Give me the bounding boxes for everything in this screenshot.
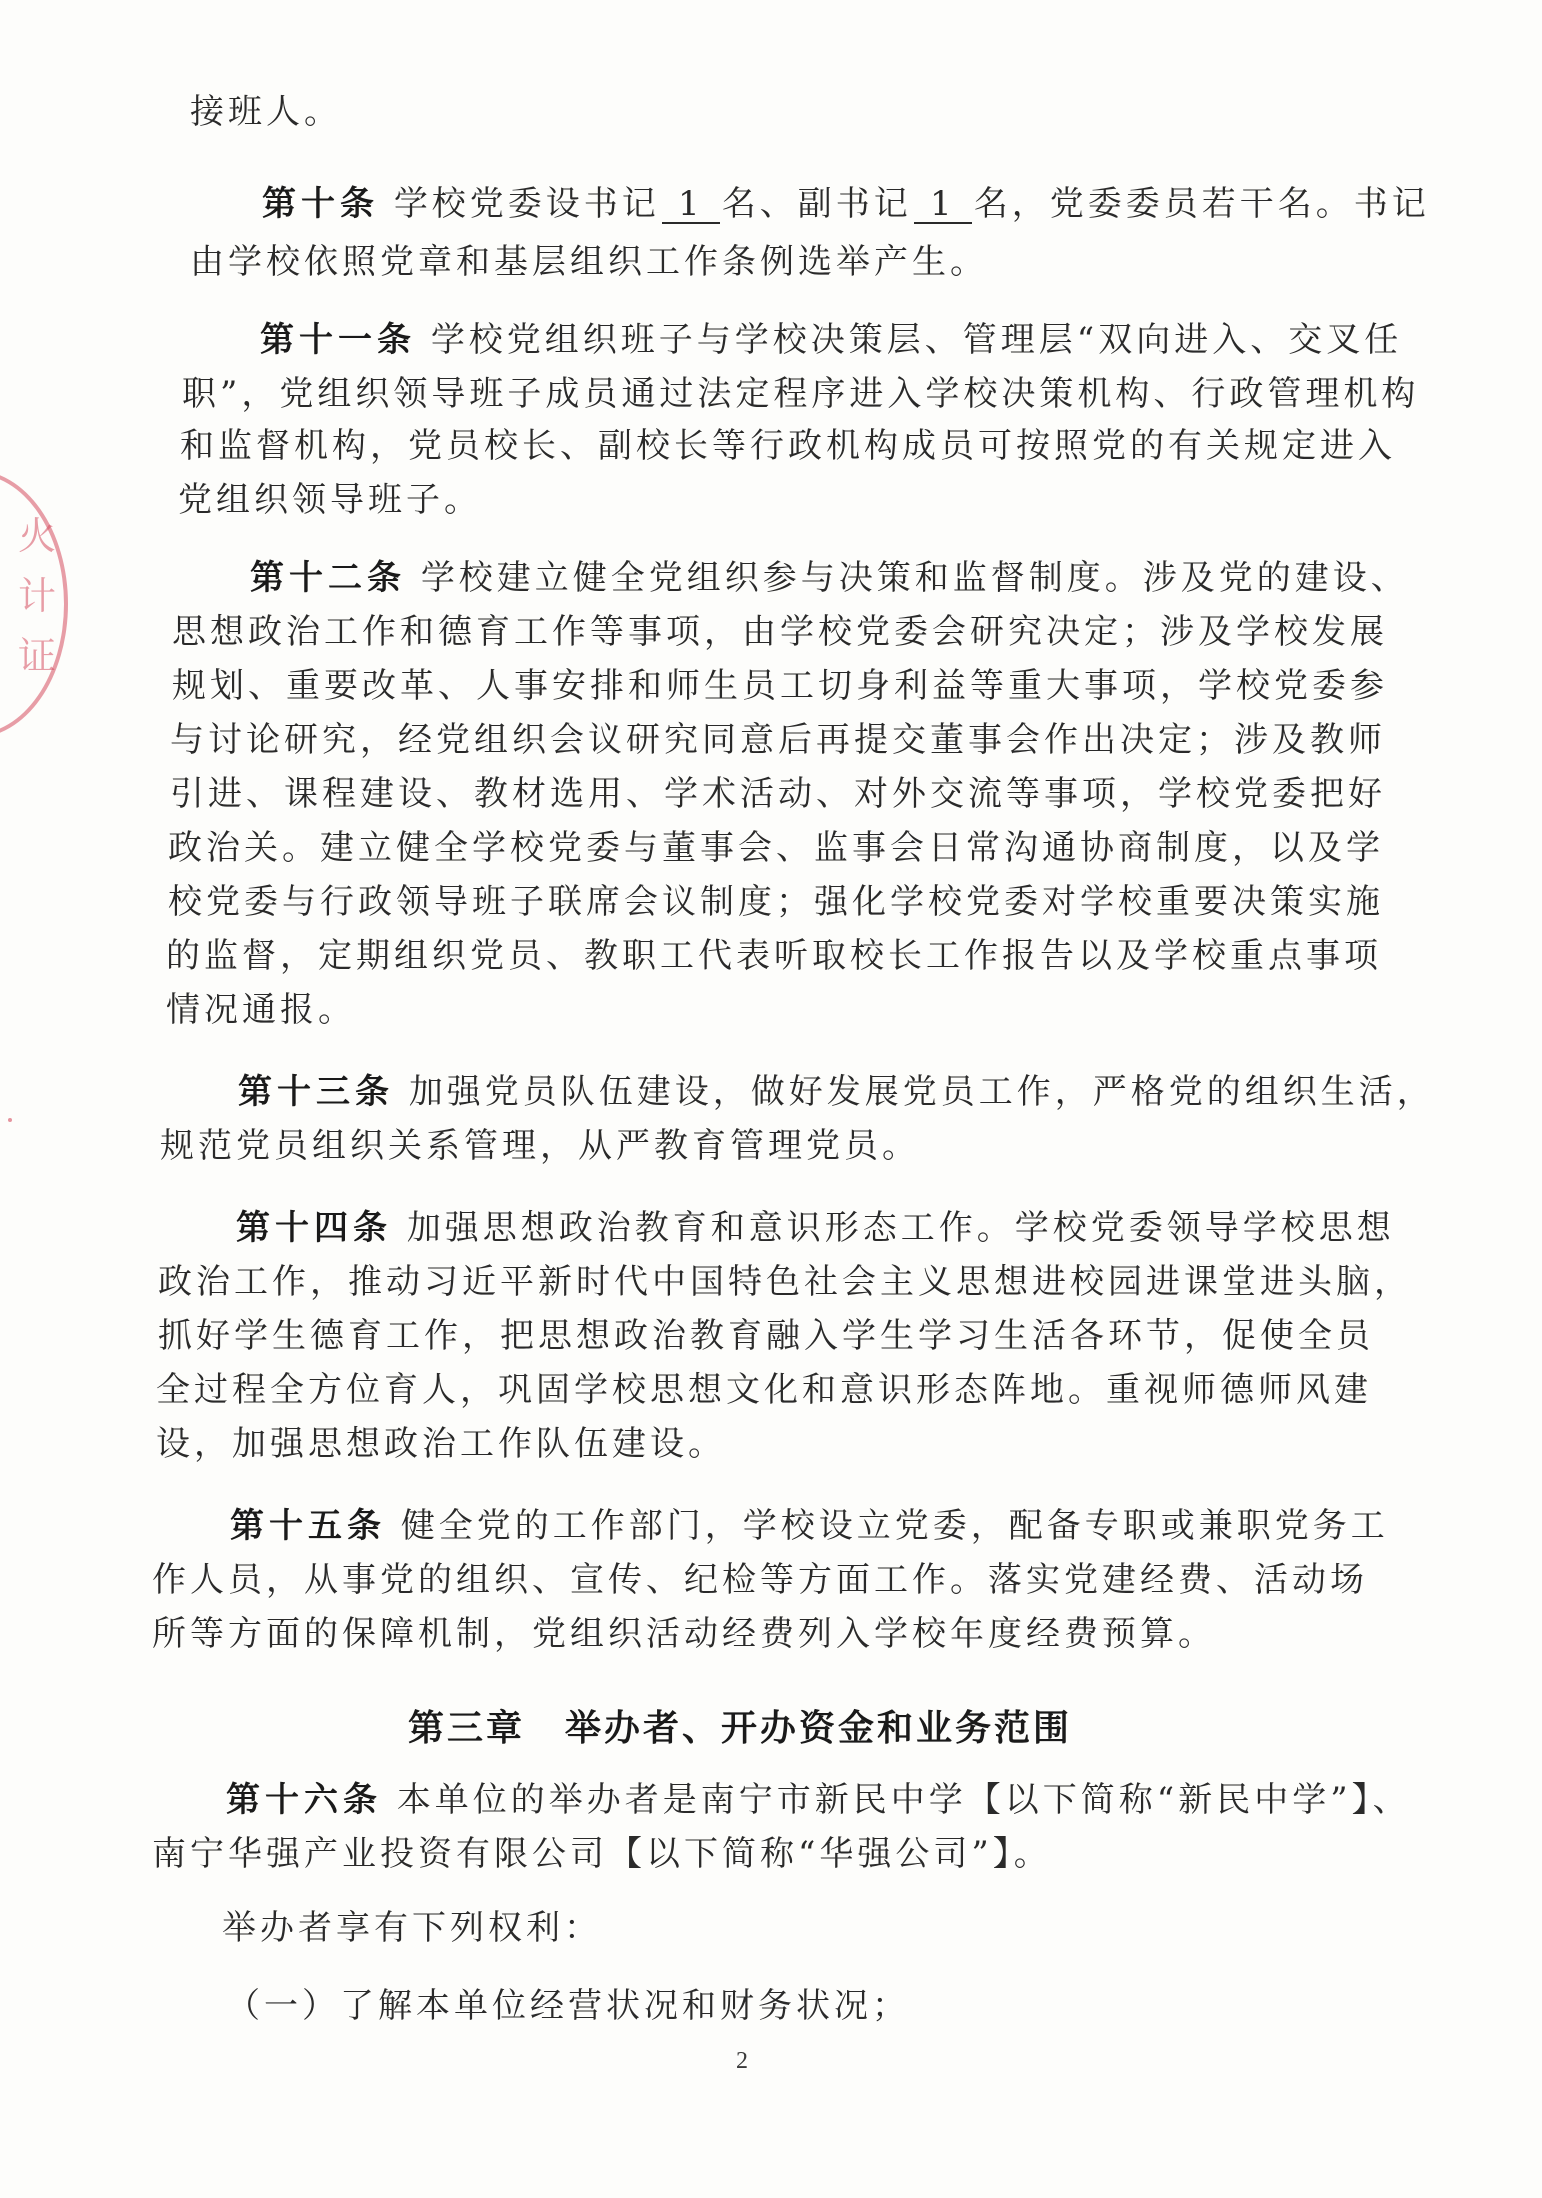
- chapter-title: 举办者、开办资金和业务范围: [565, 1708, 1073, 1749]
- article-12-line-9: 情况通报。: [166, 990, 356, 1030]
- article-12-text: 学校建立健全党组织参与决策和监督制度。涉及党的建设、: [420, 558, 1409, 598]
- article-14-label: 第十四条: [236, 1208, 392, 1248]
- article-10-text-pre: 学校党委设书记: [393, 184, 660, 224]
- rights-intro: 举办者享有下列权利：: [222, 1908, 602, 1948]
- secretary-count: 1: [662, 186, 720, 224]
- article-12-line-6: 政治关。建立健全学校党委与董事会、监事会日常沟通协商制度，以及学: [168, 828, 1384, 868]
- article-11-line-4: 党组织领导班子。: [178, 480, 482, 520]
- article-10-label: 第十条: [262, 184, 379, 224]
- article-14-line-4: 全过程全方位育人，巩固学校思想文化和意识形态阵地。重视师德师风建: [156, 1370, 1372, 1410]
- article-13-text: 加强党员队伍建设，做好发展党员工作，严格党的组织生活，: [408, 1072, 1435, 1112]
- article-16-line-1: [226, 1778, 1411, 1822]
- article-15-label: 第十五条: [230, 1506, 386, 1546]
- article-11-line-3: 和监督机构，党员校长、副校长等行政机构成员可按照党的有关规定进入: [180, 426, 1396, 466]
- right-item-1: （一）了解本单位经营状况和财务状况；: [226, 1986, 910, 2026]
- article-15-line-3: 所等方面的保障机制，党组织活动经费列入学校年度经费预算。: [152, 1614, 1216, 1654]
- article-12-line-2: 思想政治工作和德育工作等事项，由学校党委会研究决定；涉及学校发展: [172, 612, 1388, 652]
- article-14-line-5: 设，加强思想政治工作队伍建设。: [156, 1424, 726, 1464]
- article-11-line-1: [260, 318, 1402, 362]
- article-12-line-8: 的监督，定期组织党员、教职工代表听取校长工作报告以及学校重点事项: [166, 936, 1382, 976]
- article-16-label: 第十六条: [226, 1780, 382, 1820]
- article-12-line-4: 与讨论研究，经党组织会议研究同意后再提交董事会作出决定；涉及教师: [170, 720, 1386, 760]
- article-12-label: 第十二条: [250, 558, 406, 598]
- deputy-secretary-count: 1: [914, 186, 972, 224]
- article-10-line-2: 由学校依照党章和基层组织工作条例选举产生。: [190, 242, 988, 282]
- article-12-line-7: 校党委与行政领导班子联席会议制度；强化学校党委对学校重要决策实施: [168, 882, 1384, 922]
- article-11-label: 第十一条: [260, 320, 416, 360]
- article-10-line-1: [262, 182, 1430, 226]
- article-14-line-1: [236, 1206, 1395, 1250]
- page-number: 2: [736, 2048, 748, 2074]
- article-12-line-5: 引进、课程建设、教材选用、学术活动、对外交流等事项，学校党委把好: [170, 774, 1386, 814]
- article-13-line-1: [238, 1070, 1435, 1114]
- article-14-text: 加强思想政治教育和意识形态工作。学校党委领导学校思想: [406, 1208, 1395, 1248]
- article-11-line-2: 职”，党组织领导班子成员通过法定程序进入学校决策机构、行政管理机构: [182, 374, 1420, 414]
- article-15-text: 健全党的工作部门，学校设立党委，配备专职或兼职党务工: [400, 1506, 1389, 1546]
- seal-char-2: 计: [18, 574, 57, 618]
- chapter-heading: [408, 1700, 1072, 1751]
- article-12-line-3: 规划、重要改革、人事安排和师生员工切身利益等重大事项，学校党委参: [172, 666, 1388, 706]
- chapter-number: 第三章: [408, 1708, 526, 1749]
- article-16-text: 本单位的举办者是南宁市新民中学【以下简称“新民中学”】、: [396, 1780, 1411, 1820]
- continuation-text: 接班人。: [190, 92, 342, 132]
- red-mark: [8, 1118, 12, 1122]
- seal-char-3: 证: [18, 634, 57, 678]
- article-14-line-2: 政治工作，推动习近平新时代中国特色社会主义思想进校园进课堂进头脑，: [158, 1262, 1412, 1302]
- article-16-line-2: 南宁华强产业投资有限公司【以下简称“华强公司”】。: [152, 1834, 1052, 1874]
- article-10-text-post: 名，党委委员若干名。书记: [973, 184, 1430, 224]
- article-14-line-3: 抓好学生德育工作，把思想政治教育融入学生学习生活各环节，促使全员: [158, 1316, 1374, 1356]
- article-12-line-1: [250, 556, 1409, 600]
- seal-char-1: 火: [18, 514, 57, 558]
- article-13-label: 第十三条: [238, 1072, 394, 1112]
- article-11-text: 学校党组织班子与学校决策层、管理层“双向进入、交叉任: [430, 320, 1403, 360]
- article-15-line-1: [230, 1504, 1389, 1548]
- article-10-text-mid: 名、副书记: [721, 184, 912, 224]
- red-seal-stamp: [0, 470, 68, 738]
- article-15-line-2: 作人员，从事党的组织、宣传、纪检等方面工作。落实党建经费、活动场: [152, 1560, 1368, 1600]
- article-13-line-2: 规范党员组织关系管理，从严教育管理党员。: [160, 1126, 920, 1166]
